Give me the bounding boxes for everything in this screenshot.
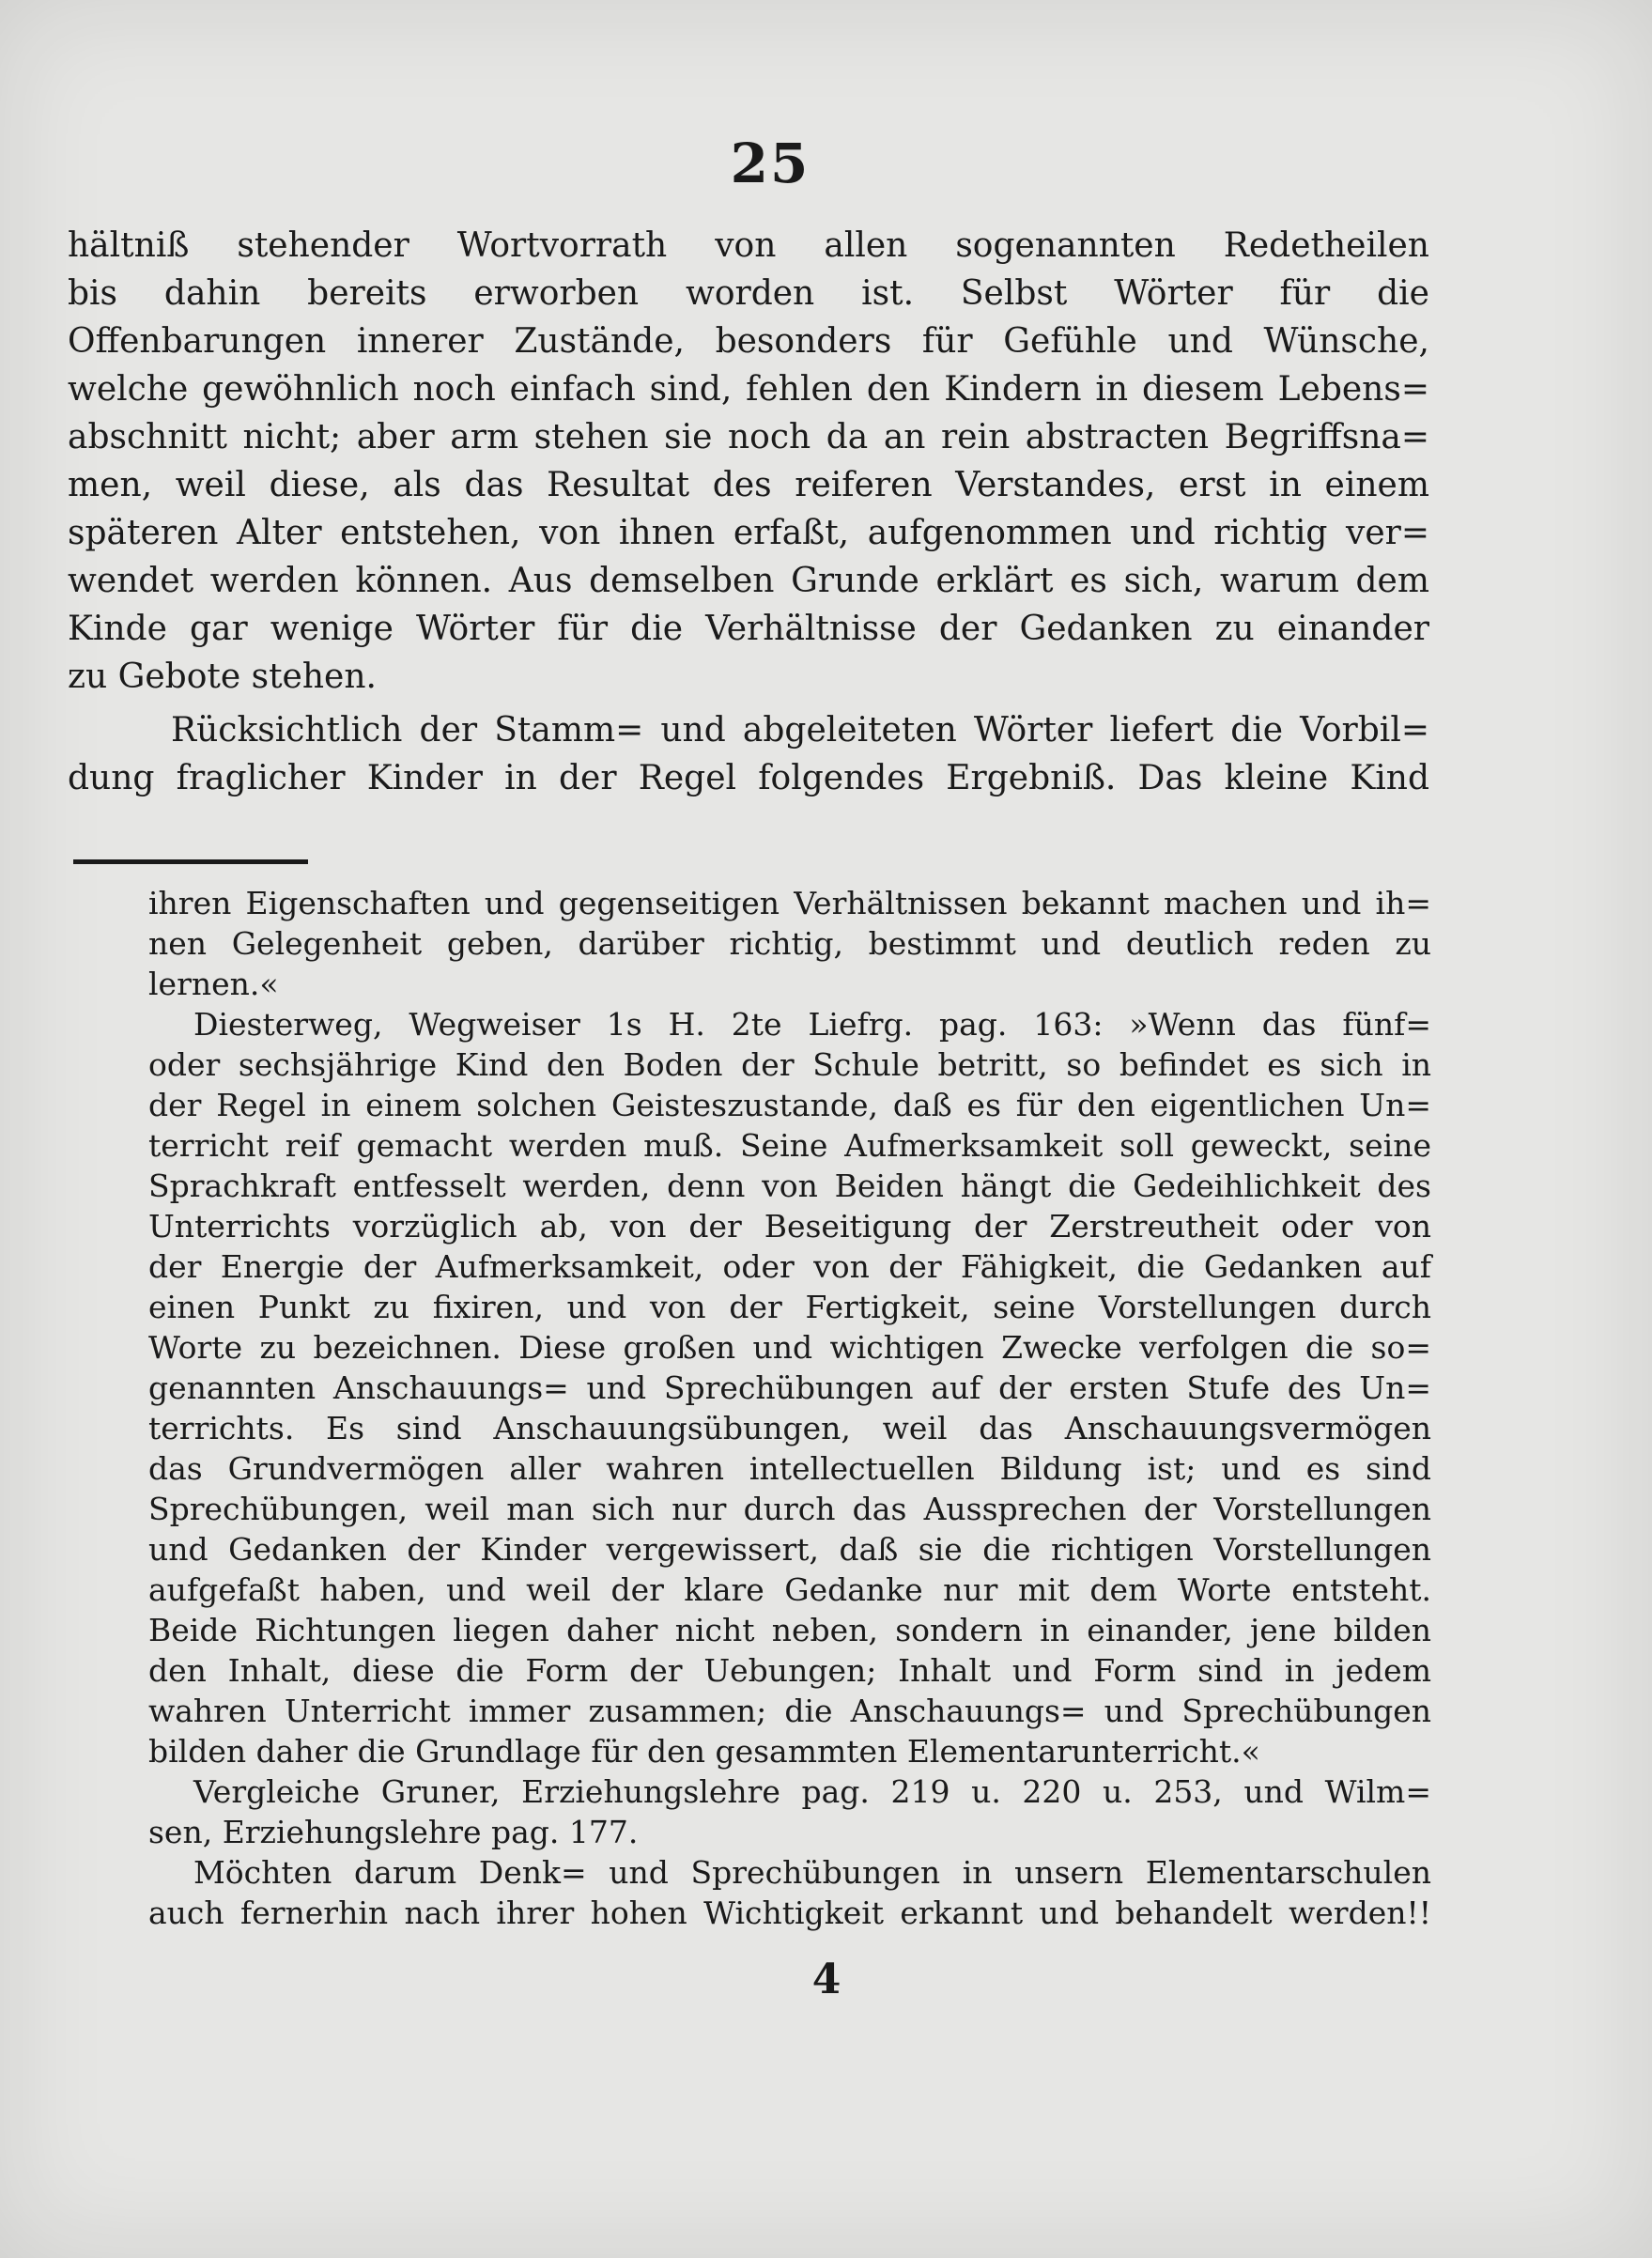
text-line: men, weil diese, als das Resultat des reiferen Verstandes, erst in einem	[68, 466, 1429, 504]
footnote-line: oder sechsjährige Kind den Boden der Schule betritt, so befindet es sich in	[148, 1046, 1431, 1083]
footnote-line: terrichts. Es sind Anschauungsübungen, weil das Anschauungsvermögen	[148, 1410, 1431, 1446]
text-line: wendet werden können. Aus demselben Grunde erklärt es sich, warum dem	[68, 562, 1429, 600]
text-line: späteren Alter entstehen, von ihnen erfaßt, aufgenommen und richtig ver=	[68, 514, 1429, 552]
footnote-line: Vergleiche Gruner, Erziehungslehre pag. 219 u. 220 u. 253, und Wilm=	[193, 1773, 1431, 1810]
footnote-line: Worte zu bezeichnen. Diese großen und wichtigen Zwecke verfolgen die so=	[148, 1329, 1431, 1366]
footnote-line: der Energie der Aufmerksamkeit, oder von der Fähigkeit, die Gedanken auf	[148, 1248, 1431, 1285]
footnote	[148, 883, 1431, 1933]
text-line: hältniß stehender Wortvorrath von allen sogenannten Redetheilen	[68, 226, 1429, 265]
main-paragraph-1	[68, 222, 1429, 701]
main-paragraph-2	[68, 706, 1429, 802]
text-line: Offenbarungen innerer Zustände, besonders für Gefühle und Wünsche,	[68, 322, 1429, 361]
text-line: zu Gebote stehen.	[68, 657, 377, 696]
footnote-line: bilden daher die Grundlage für den gesammten Elementarunterricht.«	[148, 1733, 1260, 1770]
footnote-line: lernen.«	[148, 966, 279, 1002]
footnote-line: Möchten darum Denk= und Sprechübungen in unsern Elementarschulen	[193, 1854, 1431, 1891]
footnote-line: sen, Erziehungslehre pag. 177.	[148, 1814, 639, 1850]
text-line: abschnitt nicht; aber arm stehen sie noch da an rein abstracten Begriffsna=	[68, 418, 1429, 456]
text-line: Rücksichtlich der Stamm= und abgeleiteten Wörter liefert die Vorbil=	[171, 711, 1429, 750]
footnote-line: aufgefaßt haben, und weil der klare Gedanke nur mit dem Worte entsteht.	[148, 1571, 1431, 1608]
footnote-line: Beide Richtungen liegen daher nicht neben, sondern in einander, jene bilden	[148, 1612, 1431, 1648]
page-number: 25	[730, 131, 811, 195]
footnote-line: auch fernerhin nach ihrer hohen Wichtigkeit erkannt und behandelt werden!!	[148, 1895, 1431, 1931]
footnote-separator	[73, 859, 308, 864]
footnote-line: terricht reif gemacht werden muß. Seine Aufmerksamkeit soll geweckt, seine	[148, 1127, 1431, 1164]
footnote-line: nen Gelegenheit geben, darüber richtig, bestimmt und deutlich reden zu	[148, 925, 1431, 962]
signature-mark: 4	[811, 1956, 841, 2003]
footnote-line: Unterrichts vorzüglich ab, von der Beseitigung der Zerstreutheit oder von	[148, 1208, 1431, 1245]
footnote-paragraph-1	[148, 883, 1431, 1004]
footnote-line: Sprachkraft entfesselt werden, denn von Beiden hängt die Gedeihlichkeit des	[148, 1168, 1431, 1204]
main-text	[68, 222, 1429, 802]
footnote-line: und Gedanken der Kinder vergewissert, daß sie die richtigen Vorstellungen	[148, 1531, 1431, 1568]
footnote-paragraph-2	[148, 1004, 1431, 1771]
text-line: Kinde gar wenige Wörter für die Verhältnisse der Gedanken zu einander	[68, 610, 1429, 648]
footnote-paragraph-4	[148, 1852, 1431, 1933]
footnote-line: der Regel in einem solchen Geisteszustande, daß es für den eigentlichen Un=	[148, 1087, 1431, 1123]
footnote-line: Diesterweg, Wegweiser 1s H. 2te Liefrg. pag. 163: »Wenn das fünf=	[193, 1006, 1431, 1043]
footnote-line: genannten Anschauungs= und Sprechübungen auf der ersten Stufe des Un=	[148, 1369, 1431, 1406]
footnote-paragraph-3	[148, 1771, 1431, 1852]
footnote-line: den Inhalt, diese die Form der Uebungen; Inhalt und Form sind in jedem	[148, 1652, 1431, 1689]
text-line: welche gewöhnlich noch einfach sind, fehlen den Kindern in diesem Lebens=	[68, 370, 1429, 409]
footnote-line: wahren Unterricht immer zusammen; die Anschauungs= und Sprechübungen	[148, 1693, 1431, 1729]
footnote-line: einen Punkt zu fixiren, und von der Fertigkeit, seine Vorstellungen durch	[148, 1289, 1431, 1325]
text-line: bis dahin bereits erworben worden ist. Selbst Wörter für die	[68, 274, 1429, 313]
footnote-line: das Grundvermögen aller wahren intellectuellen Bildung ist; und es sind	[148, 1450, 1431, 1487]
text-line: dung fraglicher Kinder in der Regel folgendes Ergebniß. Das kleine Kind	[68, 759, 1429, 797]
footnote-line: Sprechübungen, weil man sich nur durch das Aussprechen der Vorstellungen	[148, 1491, 1431, 1527]
footnote-line: ihren Eigenschaften und gegenseitigen Verhältnissen bekannt machen und ih=	[148, 885, 1431, 921]
